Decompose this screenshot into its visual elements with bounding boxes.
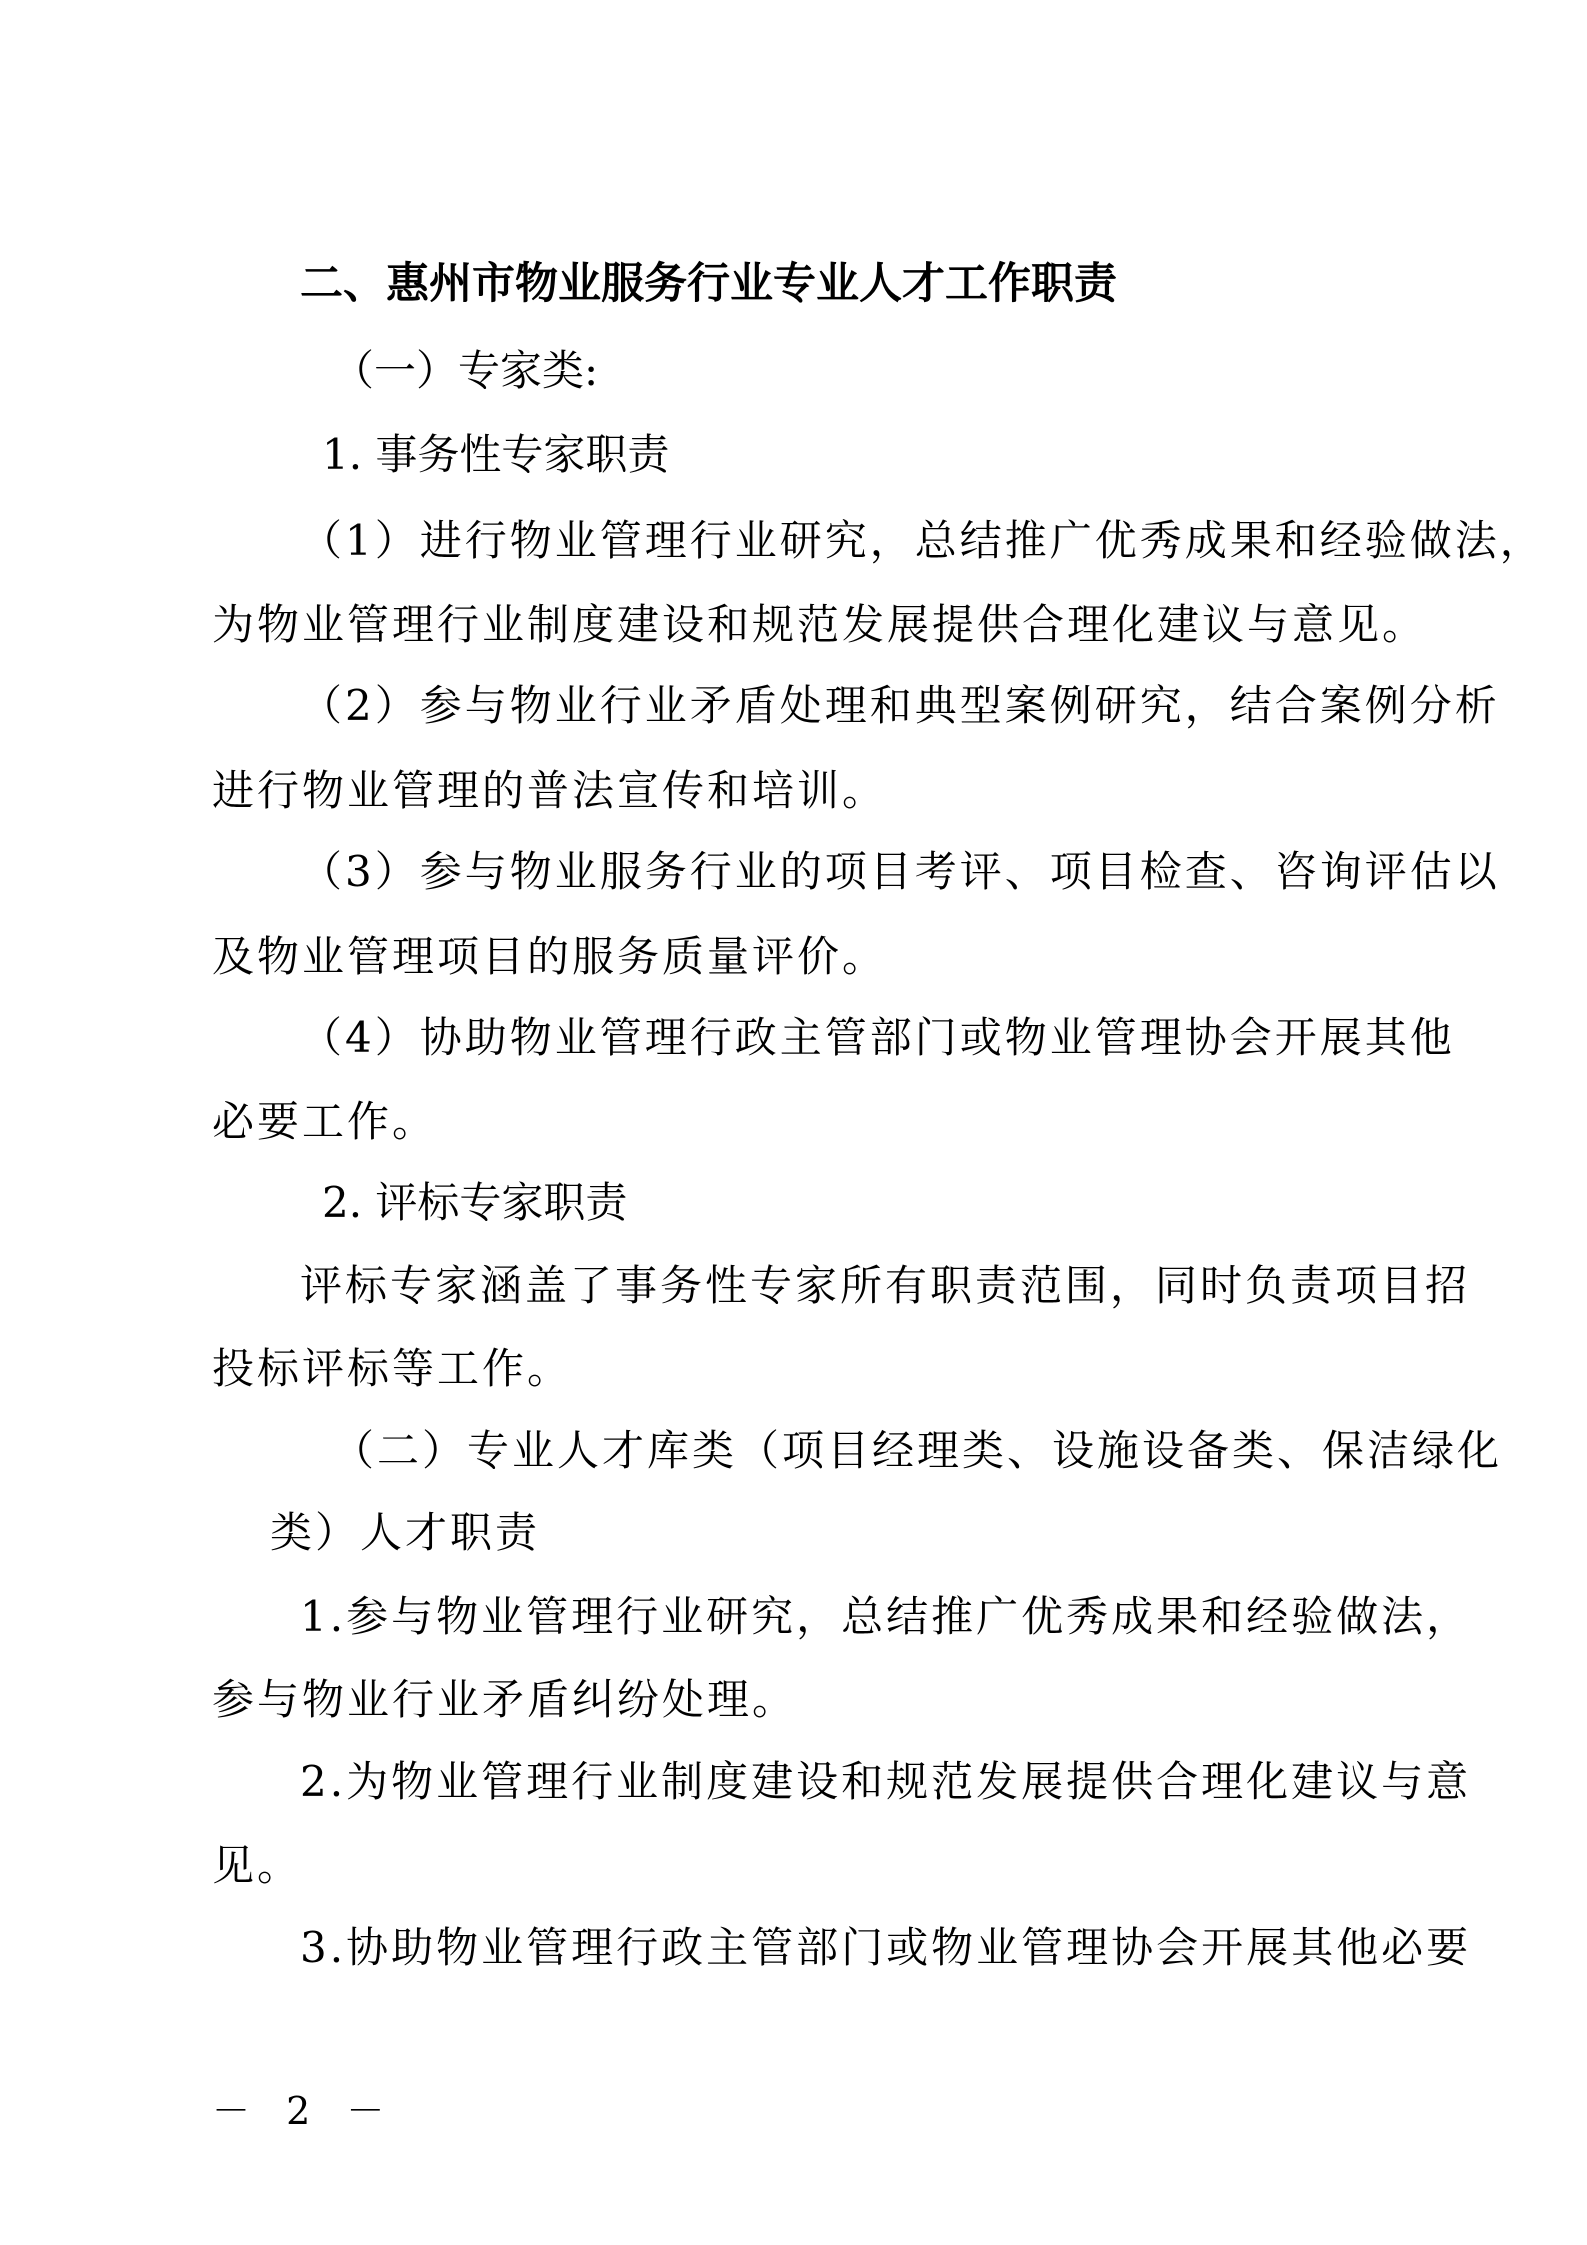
page-number: － 2 － — [212, 2089, 397, 2133]
paragraph-line: 2.为物业管理行业制度建设和规范发展提供合理化建议与意 — [300, 1757, 1472, 1806]
section-title: 二、惠州市物业服务行业专业人才工作职责 — [300, 259, 1117, 309]
paragraph-line: （4）协助物业管理行政主管部门或物业管理协会开展其他 — [300, 1013, 1455, 1062]
paragraph-line: 3.协助物业管理行政主管部门或物业管理协会开展其他必要 — [300, 1923, 1472, 1972]
paragraph-line: （1）进行物业管理行业研究，总结推广优秀成果和经验做法， — [300, 516, 1545, 565]
paragraph-line: 见。 — [212, 1841, 303, 1890]
paragraph-line: 及物业管理项目的服务质量评价。 — [212, 932, 888, 981]
paragraph-line: 评标专家涵盖了事务性专家所有职责范围，同时负责项目招 — [300, 1261, 1471, 1310]
subsection-heading-bid-expert: 2. 评标专家职责 — [322, 1178, 628, 1227]
paragraph-line: （2）参与物业行业矛盾处理和典型案例研究，结合案例分析 — [300, 681, 1500, 730]
paragraph-line: （3）参与物业服务行业的项目考评、项目检查、咨询评估以 — [300, 847, 1500, 896]
category-two-heading: （二）专业人才库类（项目经理类、设施设备类、保洁绿化 — [332, 1426, 1503, 1475]
paragraph-line: 参与物业行业矛盾纠纷处理。 — [212, 1675, 798, 1724]
category-two-heading-cont: 类）人才职责 — [270, 1508, 541, 1557]
subsection-heading-affairs-expert: 1. 事务性专家职责 — [322, 430, 670, 479]
paragraph-line: 为物业管理行业制度建设和规范发展提供合理化建议与意见。 — [212, 600, 1428, 649]
paragraph-line: 进行物业管理的普法宣传和培训。 — [212, 766, 888, 815]
paragraph-line: 投标评标等工作。 — [212, 1344, 573, 1393]
category-one-heading: （一）专家类: — [332, 346, 599, 395]
paragraph-line: 1.参与物业管理行业研究，总结推广优秀成果和经验做法， — [300, 1592, 1472, 1641]
paragraph-line: 必要工作。 — [212, 1097, 438, 1146]
